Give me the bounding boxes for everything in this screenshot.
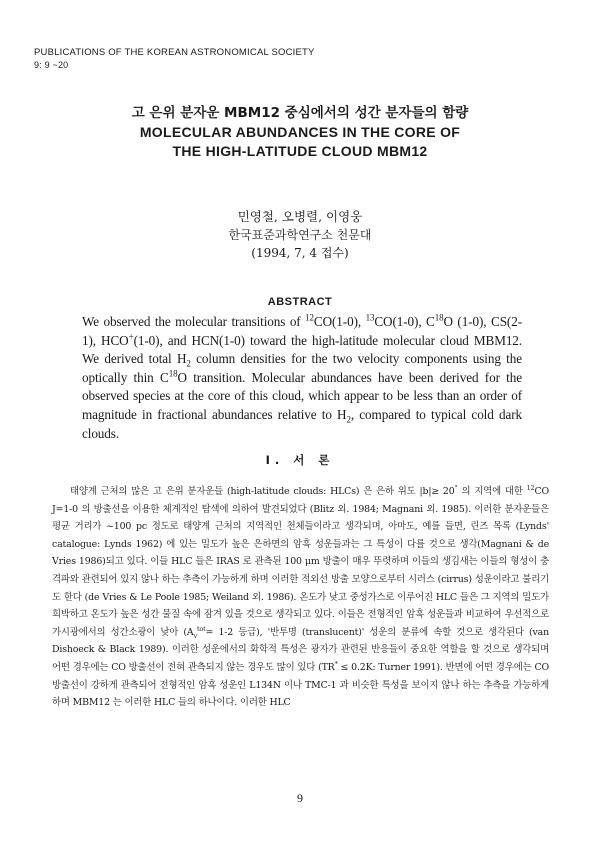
abstract-text-run: O (1-0), CS(2-1), HCO bbox=[82, 314, 522, 348]
received-date: (1994, 7, 4 접수) bbox=[251, 246, 349, 260]
abstract-superscript: 12 bbox=[305, 312, 314, 323]
abstract-text-run: column densities for the two velocity components using the optically thin C bbox=[82, 351, 522, 385]
abstract-superscript: + bbox=[128, 331, 134, 342]
abstract-heading: ABSTRACT bbox=[267, 296, 333, 308]
body-text-run: 의 지역에 대한 bbox=[457, 486, 527, 497]
body-paragraph bbox=[52, 483, 549, 712]
abstract-text-run: , compared to typical cold dark clouds. bbox=[82, 406, 523, 441]
body-superscript: tot bbox=[197, 624, 206, 633]
body-superscript: 12 bbox=[526, 483, 535, 492]
abstract-superscript: 18 bbox=[168, 368, 178, 379]
body-superscript: * bbox=[334, 659, 338, 668]
title-korean: 고 은위 분자운 MBM12 중심에서의 성간 분자들의 함량 bbox=[131, 105, 469, 121]
abstract-superscript: 13 bbox=[365, 312, 375, 323]
abstract-text-run: We observed the molecular transitions of bbox=[82, 314, 306, 329]
abstract-subscript: 2 bbox=[186, 358, 191, 369]
body-text bbox=[52, 483, 549, 712]
section-heading-introduction: I. 서 론 bbox=[265, 453, 335, 467]
abstract-text bbox=[82, 313, 522, 443]
title-block bbox=[0, 104, 600, 161]
journal-volume: 9: 9 ~20 bbox=[34, 60, 69, 70]
body-superscript: ° bbox=[454, 483, 458, 492]
abstract-paragraph bbox=[82, 313, 522, 443]
author-affiliation: 한국표준과학연구소 천문대 bbox=[228, 228, 372, 242]
abstract-text-run: O transition. Molecular abundances have been derived for the observed species at the core of this cloud, which appear to be less than an order of magnitude in fractional abundances relative to H bbox=[82, 369, 522, 422]
page-number: 9 bbox=[297, 791, 303, 805]
body-text-run: 태양계 근처의 많은 고 은위 분자운들 (high-latitude clouds: HLCs) 은 은하 위도 |b|≥ 20 bbox=[70, 486, 455, 497]
body-text-run: = 1-2 등급), '반투명 (translucent)' 성운의 분류에 속할 것으로 생각된다 (van Dishoeck & Black 1989). 이러한 성운에서의 화학적 특성은 광자가 관련된 반응들이 중요한 역할을 할 것으로 생각되며 어떤 경우에는 CO 방출선이 전혀 관측되지 않는 경우도 많이 있다 (TR bbox=[52, 626, 549, 673]
title-english-line2: THE HIGH-LATITUDE CLOUD MBM12 bbox=[172, 143, 428, 159]
journal-header bbox=[34, 47, 315, 71]
abstract-text-run: CO(1-0), C bbox=[374, 314, 435, 329]
title-english-line1: MOLECULAR ABUNDANCES IN THE CORE OF bbox=[139, 124, 461, 140]
abstract-superscript: 18 bbox=[434, 312, 444, 323]
body-text-run: CO J=1-0 의 방출선을 이용한 체계적인 탐색에 의하여 발견되었다 (Blitz 외. 1984; Magnani 외. 1985). 이러한 분자운들은 평균 거리가 ~100 pc 정도로 태양계 근처의 지역적인 천체들이라고 생각되며, 아마도, 예를 들면, 린즈 목록 (Lynds' catalogue: Lynds 1962) 에 있는 밀도가 높은 은하면의 암흑 성운들과는 그 특성이 다를 것으로 생각(Magnani & de Vries 1986)되고 있다. 이들 HLC 들은 IRAS 로 관측된 100 μm 방출이 매우 뚜렷하며 이들의 생김새는 이들의 형성이 충격파와 관련되어 있지 않나 하는 추측이 가능하게 하며 이러한 적외선 방출 모양으로부터 시러스 (cirrus) 성운이라고 불리기도 한다 (de Vries & Le Poole 1985; Weiland 외. 1986). 온도가 낮고 중성가스로 이루어진 HLC 들은 그 지역의 밀도가 희박하고 온도가 높은 성간 물질 속에 잠겨 있을 것으로 생각되고 있다. 이들은 전형적인 암흑 성운들과 비교하여 우선적으로 가시광에서의 성간소광이 낮아 (A bbox=[52, 486, 550, 638]
author-names: 민영철, 오병렬, 이영웅 bbox=[237, 209, 363, 224]
abstract-text-run: (1-0), and HCN(1-0) toward the high-latitude molecular cloud MBM12. We derived total H bbox=[82, 332, 523, 367]
journal-name: PUBLICATIONS OF THE KOREAN ASTRONOMICAL SOCIETY bbox=[34, 47, 315, 58]
body-subscript: v bbox=[193, 631, 198, 640]
body-text-run: ≤ 0.2K: Turner 1991). 반면에 어떤 경우에는 CO 방출선이 강하게 관측되어 전형적인 암흑 성운인 L134N 이나 TMC-1 과 비슷한 특성을 보이지 않나 하는 추측을 가능하게 하며 MBM12 는 이러한 HLC 들의 하나이다. 이러한 HLC bbox=[52, 661, 549, 709]
author-block bbox=[0, 208, 600, 262]
abstract-subscript: 2 bbox=[346, 414, 351, 425]
abstract-text-run: CO(1-0), bbox=[313, 314, 366, 329]
